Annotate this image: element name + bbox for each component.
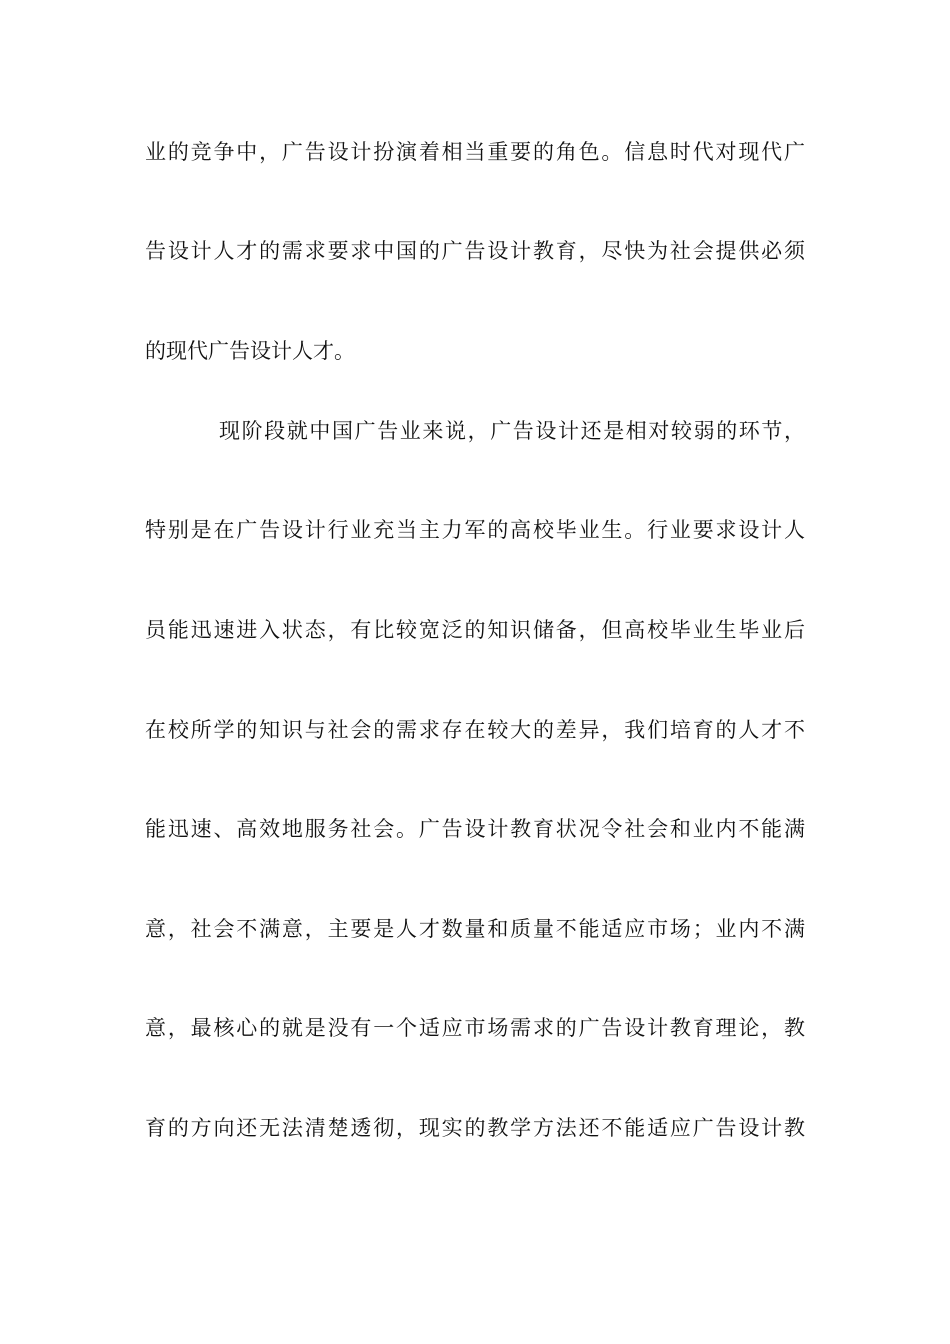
paragraph-2-line-5: 能迅速、高效地服务社会。广告设计教育状况令社会和业内不能满 [145, 817, 805, 841]
paragraph-2-line-2: 特别是在广告设计行业充当主力军的高校毕业生。行业要求设计人 [145, 518, 805, 542]
paragraph-1-line-2: 告设计人才的需求要求中国的广告设计教育，尽快为社会提供必须 [145, 239, 805, 263]
paragraph-1-line-3: 的现代广告设计人才。 [145, 339, 355, 363]
paragraph-2-line-8: 育的方向还无法清楚透彻，现实的教学方法还不能适应广告设计教 [145, 1116, 805, 1140]
paragraph-2-line-7: 意，最核心的就是没有一个适应市场需求的广告设计教育理论，教 [145, 1016, 805, 1040]
paragraph-1-line-1: 业的竞争中，广告设计扮演着相当重要的角色。信息时代对现代广 [145, 140, 805, 164]
paragraph-2-line-1: 现阶段就中国广告业来说，广告设计还是相对较弱的环节， [219, 419, 805, 443]
paragraph-2-line-6: 意，社会不满意，主要是人才数量和质量不能适应市场；业内不满 [145, 917, 805, 941]
paragraph-2-line-3: 员能迅速进入状态，有比较宽泛的知识储备，但高校毕业生毕业后 [145, 618, 805, 642]
paragraph-2-line-4: 在校所学的知识与社会的需求存在较大的差异，我们培育的人才不 [145, 718, 805, 742]
